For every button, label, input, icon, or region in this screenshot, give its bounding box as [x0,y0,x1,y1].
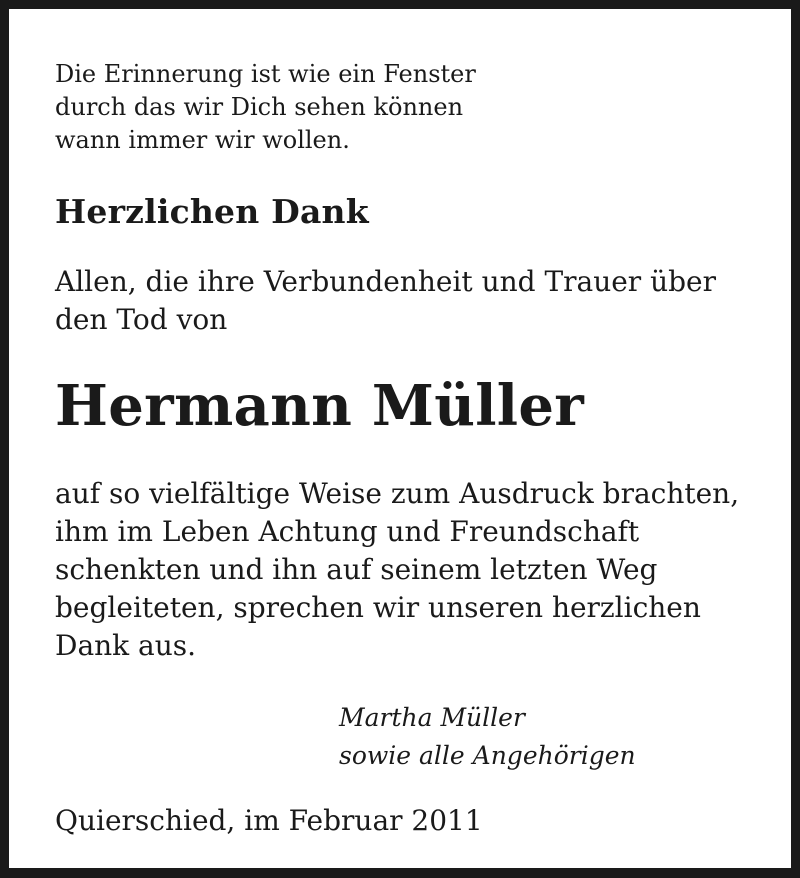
signature-line: sowie alle Angehörigen [339,741,636,770]
body-line: begleiteten, sprechen wir unseren herzlichen [55,591,701,624]
body-line: schenkten und ihn auf seinem letzten Weg [55,553,658,586]
thanks-heading: Herzlichen Dank [55,192,369,231]
intro-line: den Tod von [55,303,228,336]
body-line: auf so vielfältige Weise zum Ausdruck brachten, [55,477,740,510]
quote-line: Die Erinnerung ist wie ein Fenster [55,60,476,88]
deceased-name: Hermann Müller [55,373,585,439]
signature-line: Martha Müller [339,703,525,732]
place-date: Quierschied, im Februar 2011 [55,804,483,837]
quote-line: wann immer wir wollen. [55,126,350,154]
intro-text [55,263,716,339]
quote-line: durch das wir Dich sehen können [55,93,464,121]
body-line: ihm im Leben Achtung und Freundschaft [55,515,640,548]
signature [339,699,636,775]
body-line: Dank aus. [55,629,197,662]
thanks-body [55,475,739,665]
intro-line: Allen, die ihre Verbundenheit und Trauer über [55,265,717,298]
memorial-quote [55,58,476,157]
